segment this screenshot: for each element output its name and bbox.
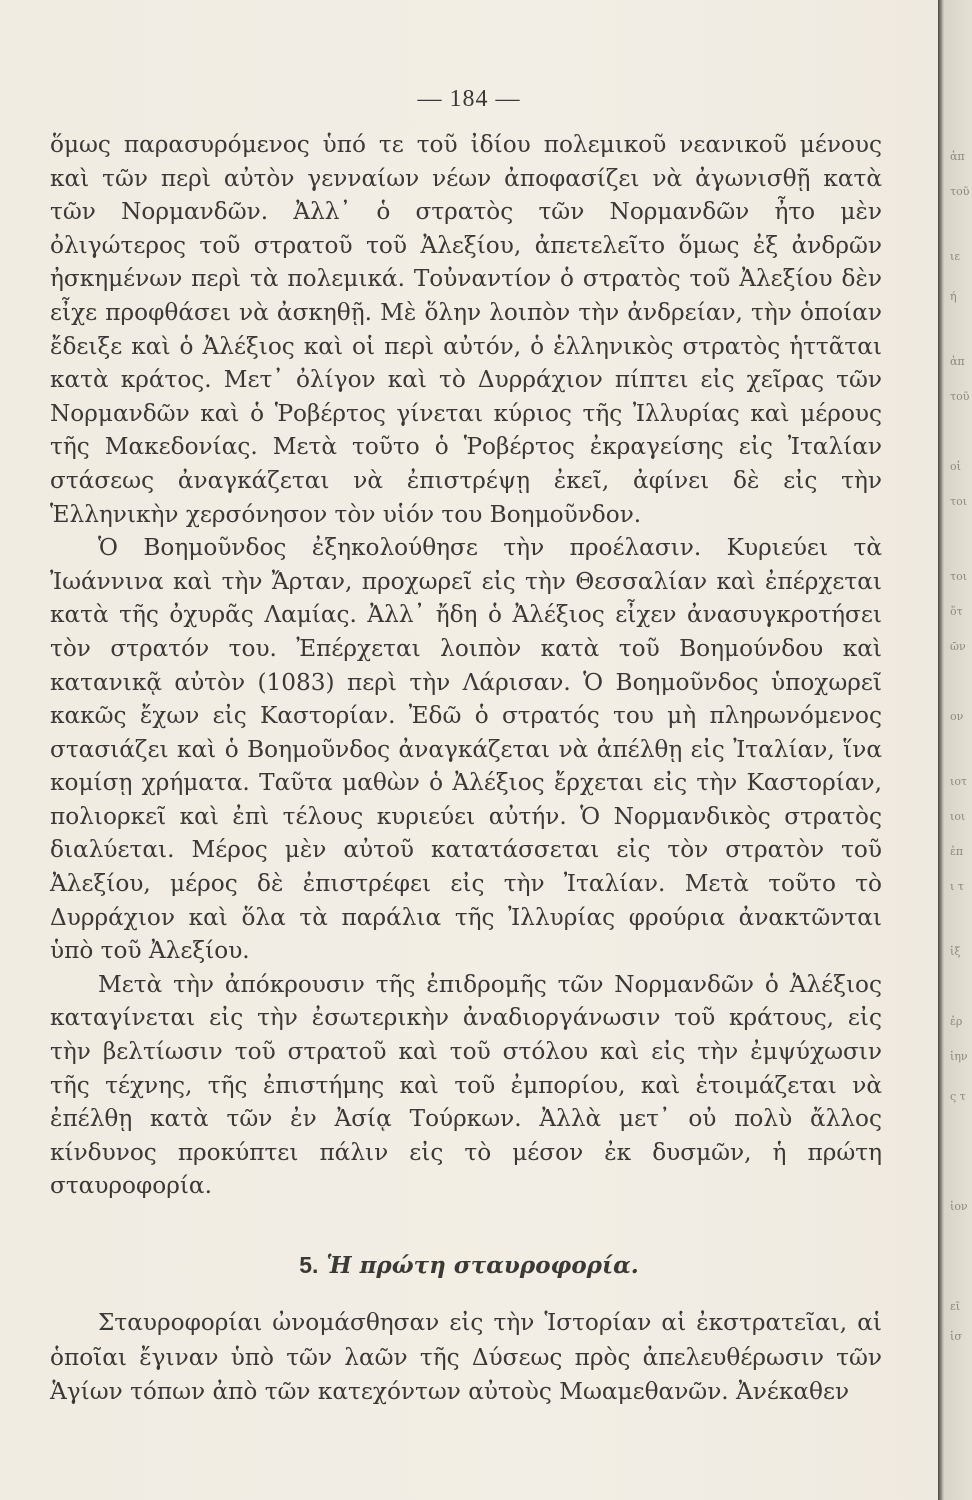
adjacent-fragment: ὅτ — [950, 605, 963, 618]
adjacent-fragment: ή — [950, 290, 957, 303]
paragraph: Μετὰ τὴν ἀπόκρουσιν τῆς ἐπιδρομῆς τῶν Νορμανδῶν ὁ Ἀλέξιος καταγίνεται εἰς τὴν ἐσωτερικὴν ἀναδιοργάνωσιν τοῦ κράτους, εἰς τὴν βελτίωσιν τοῦ στρατοῦ καὶ τοῦ στόλου καὶ εἰς τὴν ἐμψύχωσιν τῆς τέχνης, τῆς ἐπιστήμης καὶ τοῦ ἐμπορίου, καὶ ἑτοιμάζεται νὰ ἐπέλθῃ κατὰ τῶν ἐν Ἀσίᾳ Τούρκων. Ἀλλὰ μετ᾽ οὐ πολὺ ἄλλος κίνδυνος προκύπτει πάλιν εἰς τὸ μέσον ἐκ δυσμῶν, ἡ πρώτη σταυροφορία. — [50, 970, 882, 1200]
adjacent-fragment: τοι — [950, 495, 968, 508]
main-text — [50, 128, 882, 1203]
adjacent-fragment: ον — [950, 710, 964, 723]
adjacent-fragment: ἰσ — [950, 1330, 962, 1343]
section-text — [50, 1306, 882, 1410]
paragraph: ὅμως παρασυρόμενος ὑπό τε τοῦ ἰδίου πολεμικοῦ νεανικοῦ μένους καὶ τῶν περὶ αὐτὸν γενναίων νέων ἀποφασίζει νὰ ἀγωνισθῇ κατὰ τῶν Νορμανδῶν. Ἀλλ᾽ ὁ στρατὸς τῶν Νορμανδῶν ἦτο μὲν ὀλιγώτερος τοῦ στρατοῦ τοῦ Ἀλεξίου, ἀπετελεῖτο ὅμως ἐξ ἀνδρῶν ἠσκημένων περὶ τὰ πολεμικά. Τοὐναντίον ὁ στρατὸς τοῦ Ἀλεξίου δὲν εἶχε προφθάσει νὰ ἀσκηθῇ. Μὲ ὅλην λοιπὸν τὴν ἀνδρείαν, τὴν ὁποίαν ἔδειξε καὶ ὁ Ἀλέξιος καὶ οἱ περὶ αὐτόν, ὁ ἑλληνικὸς στρατὸς ἡττᾶται κατὰ κράτος. Μετ᾽ ὀλίγον καὶ τὸ Δυρράχιον πίπτει εἰς χεῖρας τῶν Νορμανδῶν καὶ ὁ Ῥοβέρτος γίνεται κύριος τῆς Ἰλλυρίας καὶ μέρους τῆς Μακεδονίας. Μετὰ τοῦτο ὁ Ῥοβέρτος ἐκραγείσης εἰς Ἰταλίαν στάσεως ἀναγκάζεται νὰ ἐπιστρέψῃ ἐκεῖ, ἀφίνει δὲ εἰς τὴν Ἑλληνικὴν χερσόνησον τὸν υἱόν του Βοημοῦνδον. — [50, 131, 882, 528]
adjacent-fragment: ἐπ — [950, 845, 964, 858]
adjacent-fragment: ἰξ — [950, 945, 961, 958]
section-heading — [0, 1252, 938, 1279]
adjacent-fragment: οἱ — [950, 460, 961, 473]
adjacent-fragment: τοῦ — [950, 390, 970, 403]
adjacent-fragment: ς τ — [950, 1090, 966, 1103]
section-number: 5. — [299, 1252, 319, 1278]
page-number: — 184 — — [417, 86, 521, 112]
adjacent-page-edge — [938, 0, 972, 1500]
adjacent-fragment: ιε — [950, 250, 961, 263]
adjacent-fragment: εῖ — [950, 1300, 961, 1313]
adjacent-fragment: ἰον — [950, 1200, 968, 1213]
adjacent-fragment: ἀπ — [950, 355, 965, 368]
adjacent-fragment: ἀπ — [950, 150, 965, 163]
adjacent-fragment: ιοτ — [950, 775, 968, 788]
paragraph: Σταυροφορίαι ὠνομάσθησαν εἰς τὴν Ἱστορίαν αἱ ἐκστρατεῖαι, αἱ ὁποῖαι ἔγιναν ὑπὸ τῶν λαῶν τῆς Δύσεως πρὸς ἀπελευθέρωσιν τῶν Ἁγίων τόπων ἀπὸ τῶν κατεχόντων αὐτοὺς Μωαμεθανῶν. Ἀνέκαθεν — [50, 1309, 882, 1405]
adjacent-fragment: ῶν — [950, 640, 966, 653]
adjacent-fragment: τοῦ — [950, 185, 970, 198]
adjacent-fragment: ιοι — [950, 810, 966, 823]
adjacent-fragment: τοι — [950, 570, 968, 583]
adjacent-fragment: ἐρ — [950, 1015, 963, 1028]
adjacent-fragment: ἰην — [950, 1050, 968, 1063]
section-title: Ἡ πρώτη σταυροφορία. — [326, 1252, 639, 1279]
adjacent-fragment: ι τ — [950, 880, 964, 893]
paragraph: Ὁ Βοημοῦνδος ἐξηκολούθησε τὴν προέλασιν. Κυριεύει τὰ Ἰωάννινα καὶ τὴν Ἄρταν, προχωρεῖ εἰς τὴν Θεσσαλίαν καὶ ἐπέρχεται κατὰ τῆς ὀχυρᾶς Λαμίας. Ἀλλ᾽ ἤδη ὁ Ἀλέξιος εἶχεν ἀνασυγκροτήσει τὸν στρατόν του. Ἐπέρχεται λοιπὸν κατὰ τοῦ Βοημούνδου καὶ κατανικᾷ αὐτὸν (1083) περὶ τὴν Λάρισαν. Ὁ Βοημοῦνδος ὑποχωρεῖ κακῶς ἔχων εἰς Καστορίαν. Ἐδῶ ὁ στρατός του μὴ πληρωνόμενος στασιάζει καὶ ὁ Βοημοῦνδος ἀναγκάζεται νὰ ἀπέλθῃ εἰς Ἰταλίαν, ἵνα κομίσῃ χρήματα. Ταῦτα μαθὼν ὁ Ἀλέξιος ἔρχεται εἰς τὴν Καστορίαν, πολιορκεῖ καὶ ἐπὶ τέλους κυριεύει αὐτήν. Ὁ Νορμανδικὸς στρατὸς διαλύεται. Μέρος μὲν αὐτοῦ κατατάσσεται εἰς τὸν στρατὸν τοῦ Ἀλεξίου, μέρος δὲ ἐπιστρέφει εἰς τὴν Ἰταλίαν. Μετὰ τοῦτο τὸ Δυρράχιον καὶ ὅλα τὰ παράλια τῆς Ἰλλυρίας φρούρια ἀνακτῶνται ὑπὸ τοῦ Ἀλεξίου. — [50, 534, 882, 965]
